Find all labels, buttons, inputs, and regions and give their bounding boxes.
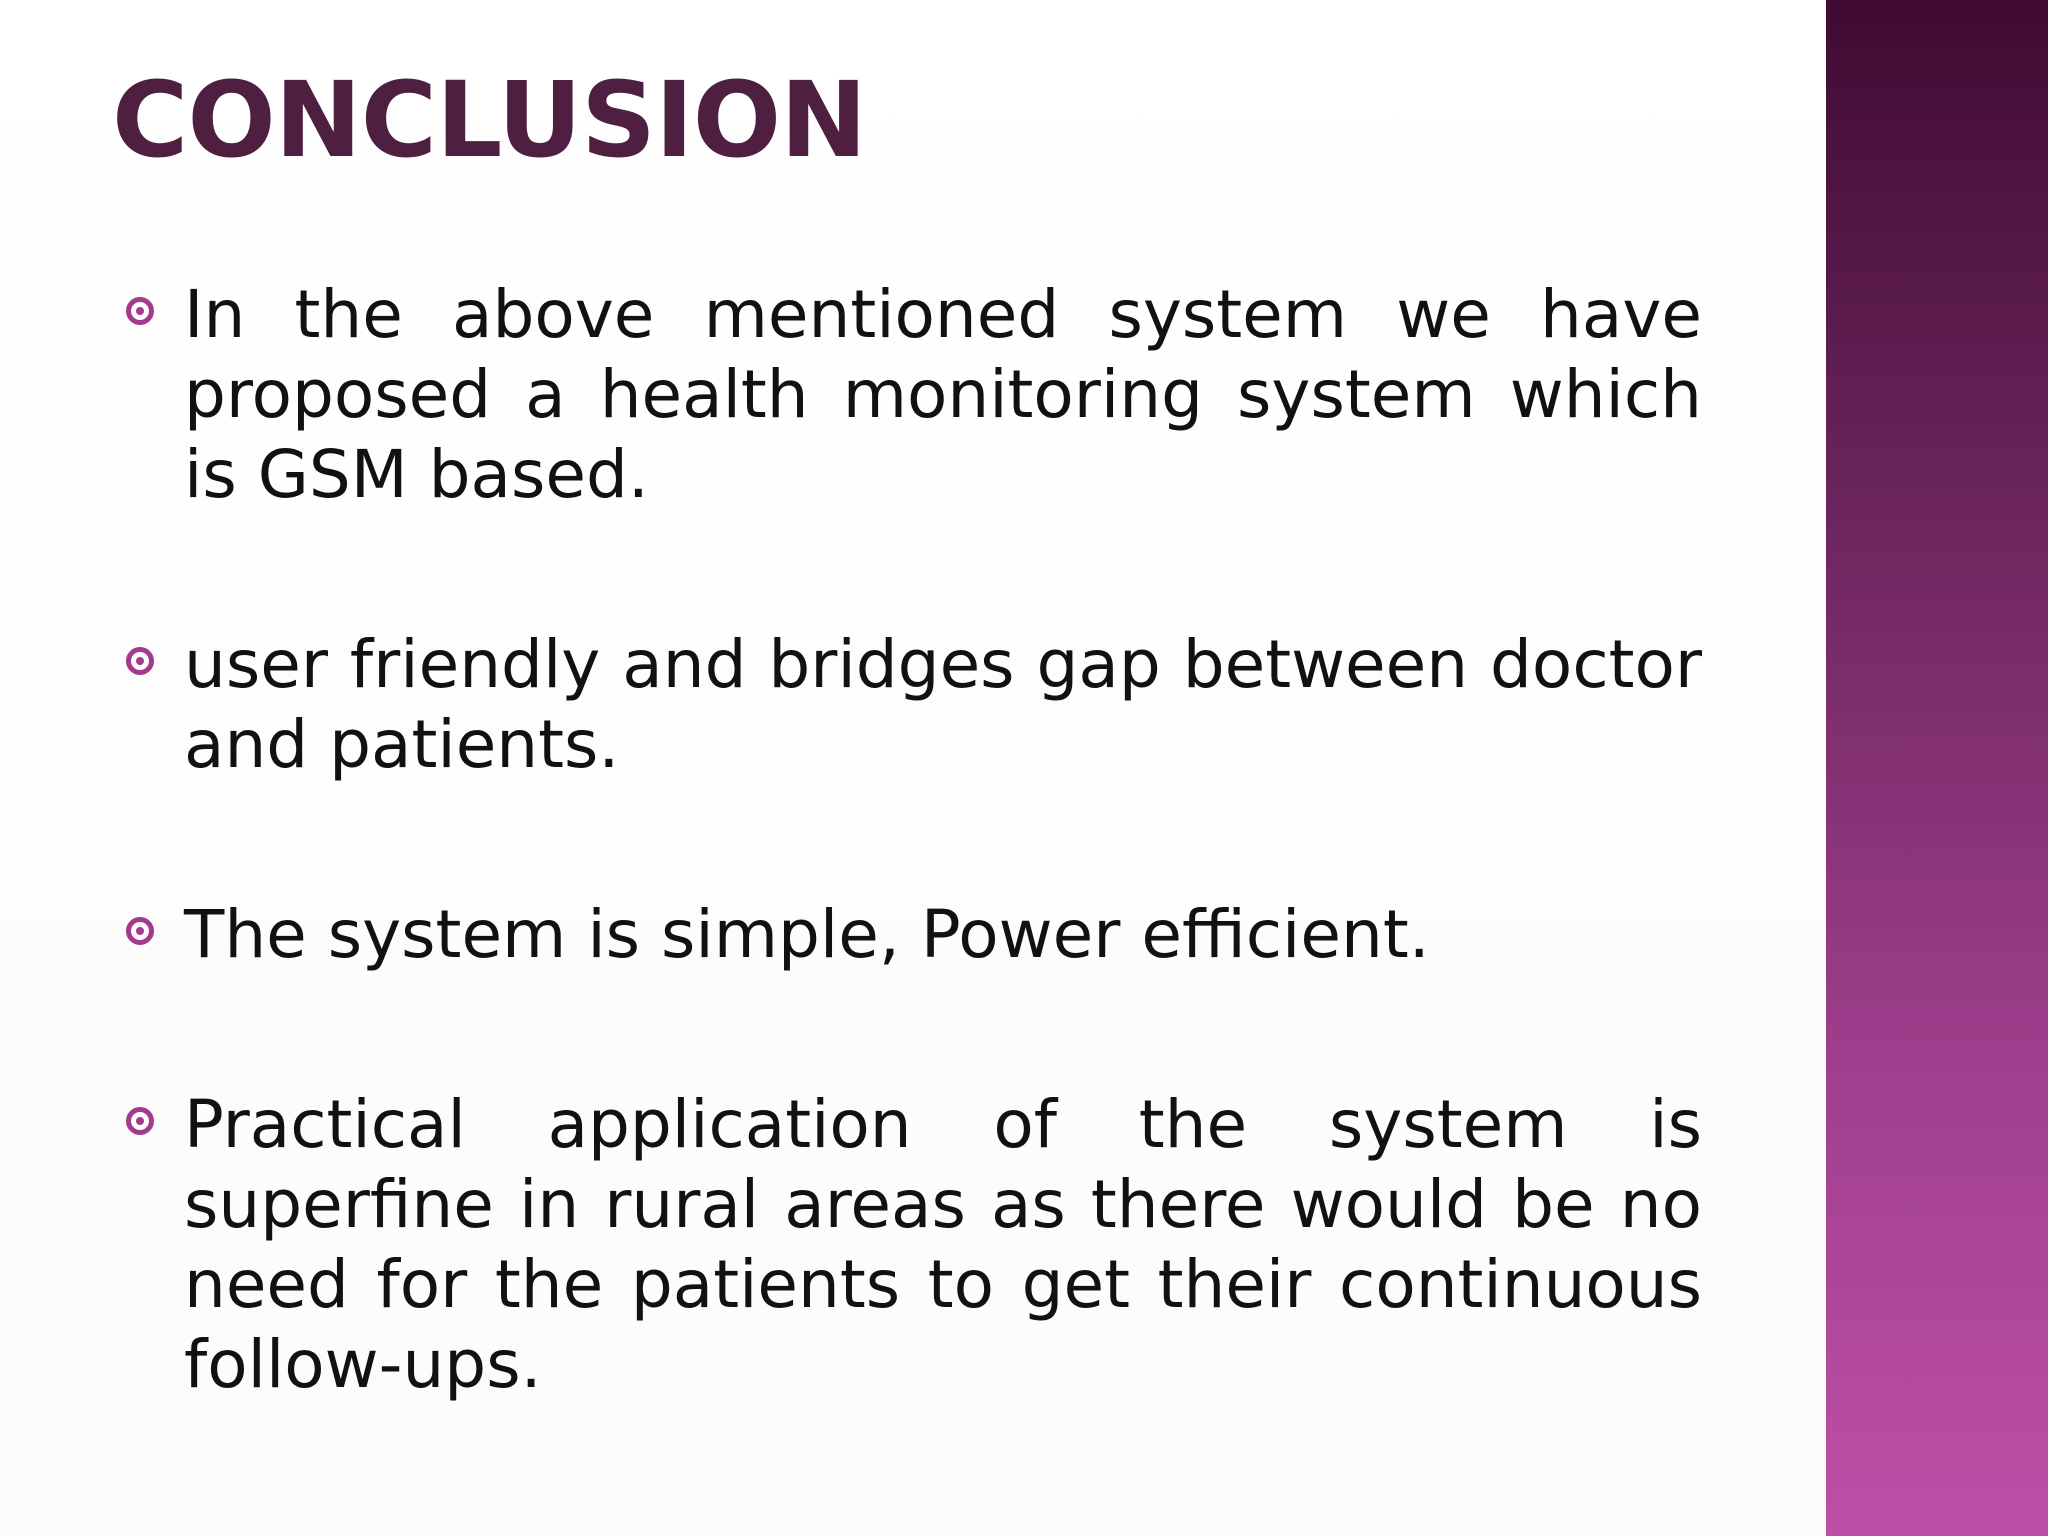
decorative-side-band [1826,0,2048,1536]
bullet-text: In the above mentioned system we have proposed a health monitoring system which is GSM based. [184,276,1702,513]
slide-title: CONCLUSION [112,59,867,181]
bullet-item [126,1085,1702,1405]
circled-dot-icon [126,1107,154,1135]
circled-dot-icon [126,297,154,325]
bullet-item [126,275,1702,515]
circled-dot-icon [126,917,154,945]
circled-dot-icon [126,647,154,675]
bullet-item [126,625,1702,785]
bullet-text: The system is simple, Power efficient. [184,896,1430,973]
bullet-list [126,275,1702,1405]
bullet-text: Practical application of the system is superfine in rural areas as there would be no need for the patients to get their continuous follow-ups. [184,1086,1702,1403]
bullet-item [126,895,1702,975]
bullet-text: user friendly and bridges gap between doctor and patients. [184,626,1702,783]
